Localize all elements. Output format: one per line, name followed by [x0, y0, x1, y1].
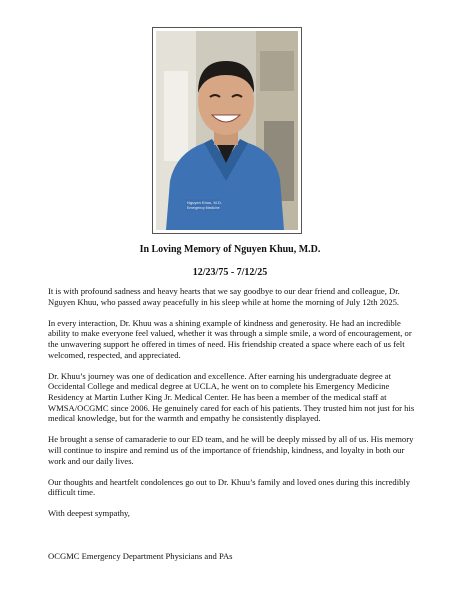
- portrait-photo-frame: [152, 27, 302, 234]
- badge-name-text: Nguyen Khuu, M.D.: [187, 200, 222, 205]
- paragraph: Dr. Khuu’s journey was one of dedication and excellence. After earning his undergraduate degree at Occidental College and medical degree at UCLA, he went on to complete his Emergency Medicine Residency at Martin Luther King Jr. Medical Center. He has been a member of the medical staff at WMSA/OCGMC since 2006. He genuinely cared for each of his patients. They trusted him not just for his medical knowledge, but for the warmth and empathy he consistently displayed.: [48, 370, 415, 424]
- paragraph: He brought a sense of camaraderie to our ED team, and he will be deeply missed by all of us. His memory will continue to inspire and remind us of the importance of friendship, kindness, and loyalty in both our work and our daily lives.: [48, 434, 414, 466]
- portrait-illustration: [156, 31, 298, 230]
- memorial-body: [48, 286, 420, 530]
- paragraph: It is with profound sadness and heavy hearts that we say goodbye to our dear friend and colleague, Dr. Nguyen Khuu, who passed away peacefully in his sleep while at home the morning of July 12th 2025.: [48, 286, 400, 307]
- paragraph: In every interaction, Dr. Khuu was a shining example of kindness and generosity. He had an incredible ability to make everyone feel valued, whether it was through a simple smile, a word of encouragement, or the unwavering support he offered in times of need. His friendship created a space where each of us felt welcomed, respected, and appreciated.: [48, 317, 412, 360]
- badge-dept-text: Emergency Medicine: [187, 206, 220, 210]
- signature-line: OCGMC Emergency Department Physicians and PAs: [48, 551, 233, 561]
- paragraph: Our thoughts and heartfelt condolences go out to Dr. Khuu’s family and loved ones during this incredibly difficult time.: [48, 476, 411, 498]
- memorial-dates: 12/23/75 - 7/12/25: [192, 267, 268, 278]
- portrait-photo: [156, 31, 298, 230]
- closing-line: With deepest sympathy,: [48, 508, 130, 519]
- memorial-title: In Loving Memory of Nguyen Khuu, M.D.: [139, 244, 321, 255]
